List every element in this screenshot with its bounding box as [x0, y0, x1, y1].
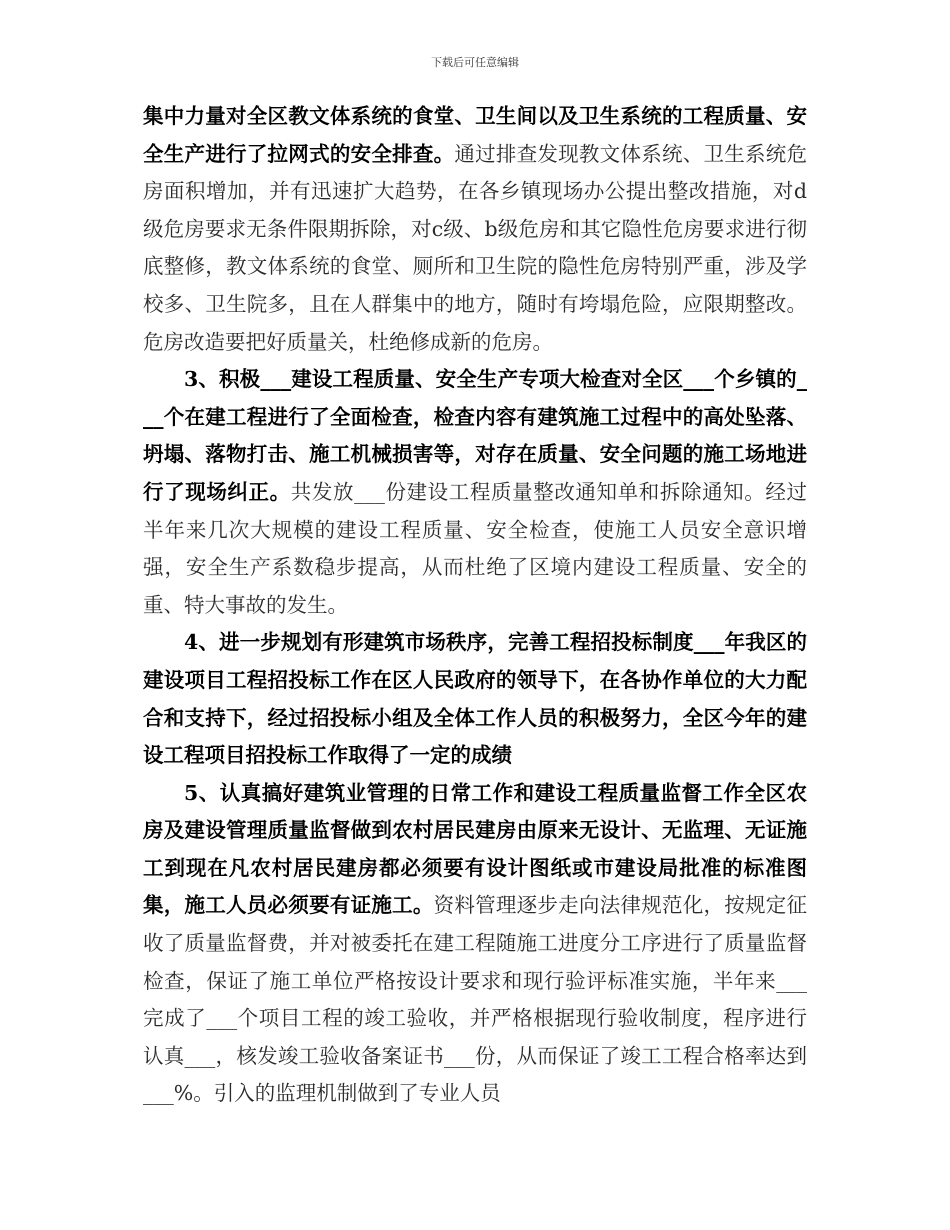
paragraph-3-bold: 4、进一步规划有形建筑市场秩序，完善工程招投标制度___年我区的建设项目工程招投标工作在区人民政府的领导下，在各协作单位的大力配合和支持下，经过招投标小组及全体工作人员的积极努力，全区今年的建设工程项目招投标工作取得了一定的成绩	[143, 630, 807, 768]
document-body	[143, 98, 807, 1113]
paragraph-4-bold: 5、认真搞好建筑业管理的日常工作和建设工程质量监督工作全区农房及建设管理质量监督做到农村居民建房由原来无设计、无监理、无证施工到现在凡农村居民建房都必须要有设计图纸或市建设局批准的标准图集，施工人员必须要有证施工。	[143, 780, 807, 918]
paragraph-2	[143, 361, 807, 624]
paragraph-1	[143, 98, 807, 361]
paragraph-1-regular: 通过排查发现教文体系统、卫生系统危房面积增加，并有迅速扩大趋势，在各乡镇现场办公提出整改措施，对d级危房要求无条件限期拆除，对c级、b级危房和其它隐性危房要求进行彻底整修，教文体系统的食堂、厕所和卫生院的隐性危房特别严重，涉及学校多、卫生院多，且在人群集中的地方，随时有垮塌危险，应限期整改。危房改造要把好质量关，杜绝修成新的危房。	[143, 141, 808, 354]
page-header: 下载后可任意编辑	[431, 56, 519, 69]
paragraph-1-bold: 集中力量对全区教文体系统的食堂、卫生间以及卫生系统的工程质量、安全生产进行了拉网式的安全排查。	[143, 104, 807, 166]
paragraph-4-regular: 资料管理逐步走向法律规范化，按规定征收了质量监督费，并对被委托在建工程随施工进度分工序进行了质量监督检查，保证了施工单位严格按设计要求和现行验评标准实施，半年来___完成了___个项目工程的竣工验收，并严格根据现行验收制度，程序进行认真___，核发竣工验收备案证书___份，从而保证了竣工工程合格率达到___%。引入的监理机制做到了专业人员	[143, 893, 808, 1106]
paragraph-2-regular: 共发放___份建设工程质量整改通知单和拆除通知。经过半年来几次大规模的建设工程质量、安全检查，使施工人员安全意识增强，安全生产系数稳步提高，从而杜绝了区境内建设工程质量、安全的重、特大事故的发生。	[143, 479, 808, 617]
paragraph-2-bold: 3、积极___建设工程质量、安全生产专项大检查对全区___个乡镇的___个在建工程进行了全面检查，检查内容有建筑施工过程中的高处坠落、坍塌、落物打击、施工机械损害等，对存在质量、安全问题的施工场地进行了现场纠正。	[143, 367, 807, 504]
paragraph-3	[143, 624, 807, 774]
paragraph-4	[143, 775, 807, 1113]
